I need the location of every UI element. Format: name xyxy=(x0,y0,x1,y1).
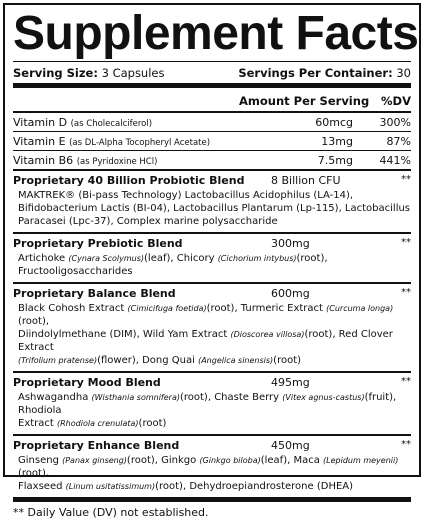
nutrient-row xyxy=(13,132,411,150)
serving-size-label: Serving Size: xyxy=(13,66,98,80)
dv-header: %DV xyxy=(381,94,411,108)
blend-name: Proprietary Balance Blend xyxy=(13,287,176,300)
blend-ingredients xyxy=(13,252,411,278)
ingredient-text: (leaf), Maca xyxy=(260,455,324,466)
ingredient-text: (root), xyxy=(18,468,50,479)
ingredient-text: Ashwagandha xyxy=(18,392,92,403)
ingredient-text: (root), Turmeric Extract xyxy=(206,303,327,314)
ingredient-line xyxy=(18,328,411,354)
ingredient-line xyxy=(18,302,411,328)
nutrient-amount: 13mg xyxy=(321,135,353,148)
nutrient-source: (as Cholecalciferol) xyxy=(70,119,153,129)
latin-name: (Angelica sinensis) xyxy=(198,356,274,365)
latin-name: (Trifolium pratense) xyxy=(18,356,98,365)
blend-name: Proprietary Enhance Blend xyxy=(13,439,180,452)
panel-title: Supplement Facts xyxy=(13,7,419,60)
ingredient-text: (root) xyxy=(138,418,167,429)
ingredient-text: (root), Dehydroepiandrosterone (DHEA) xyxy=(155,481,354,492)
latin-name: (Cichorium intybus) xyxy=(217,254,297,263)
nutrient-name: Vitamin D xyxy=(13,116,68,129)
blend-dv: ** xyxy=(401,287,411,298)
blend-ingredients xyxy=(13,454,411,493)
latin-name: (Linum usitatissimum) xyxy=(65,482,156,491)
nutrient-source: (as Pyridoxine HCl) xyxy=(76,157,158,167)
latin-name: (Dioscorea villosa) xyxy=(230,330,305,339)
latin-name: (Vitex agnus-castus) xyxy=(282,393,365,402)
latin-name: (Lepidum meyenii) xyxy=(323,456,399,465)
ingredient-text: Diindolylmethane (DIM), Wild Yam Extract xyxy=(18,329,231,340)
ingredient-line: Bifidobacterium Lactis (BI-04), Lactobacillus Plantarum (Lp-115), Lactobacillus xyxy=(18,203,411,214)
ingredient-text: Flaxseed xyxy=(18,481,66,492)
blend-amount: 600mg xyxy=(271,287,310,300)
blend-mood xyxy=(13,373,411,434)
blend-probiotic xyxy=(13,171,411,232)
ingredient-text: (root), Chaste Berry xyxy=(179,392,283,403)
ingredient-text: (root), Fructooligosaccharides xyxy=(18,253,328,277)
ingredient-text: (root), xyxy=(18,316,50,327)
nutrient-row xyxy=(13,151,411,169)
footnote: ** Daily Value (DV) not established. xyxy=(13,506,209,519)
blend-dv: ** xyxy=(401,439,411,450)
column-header xyxy=(13,88,411,111)
ingredient-text: Artichoke xyxy=(18,253,69,264)
nutrient-source: (as DL-Alpha Tocopheryl Acetate) xyxy=(69,138,211,148)
ingredient-text: (leaf), Chicory xyxy=(144,253,218,264)
ingredient-line xyxy=(18,454,411,480)
nutrient-amount: 7.5mg xyxy=(317,154,353,167)
ingredient-line: MAKTREK® (Bi-pass Technology) Lactobacillus Acidophilus (LA-14), xyxy=(18,190,354,201)
amount-per-serving-header: Amount Per Serving xyxy=(239,94,370,108)
nutrient-dv: 300% xyxy=(379,116,411,129)
nutrient-dv: 87% xyxy=(386,135,411,148)
serving-info xyxy=(13,62,411,83)
latin-name: (Cimicifuga foetida) xyxy=(127,304,207,313)
ingredient-text: (fruit), Rhodiola xyxy=(18,392,397,416)
latin-name: (Ginkgo biloba) xyxy=(199,456,261,465)
blend-enhance xyxy=(13,436,411,497)
ingredient-line xyxy=(18,391,411,417)
blend-prebiotic xyxy=(13,234,411,282)
blend-amount: 450mg xyxy=(271,439,310,452)
latin-name: (Wisthania somnifera) xyxy=(91,393,180,402)
ingredient-text: (root) xyxy=(273,355,302,366)
blend-name: Proprietary Mood Blend xyxy=(13,376,161,389)
ingredient-line xyxy=(18,354,411,367)
blend-dv: ** xyxy=(401,376,411,387)
supplement-facts-panel xyxy=(3,3,421,519)
blend-ingredients xyxy=(13,391,411,430)
ingredient-line xyxy=(18,417,411,430)
ingredient-text: Extract xyxy=(18,418,57,429)
nutrient-amount: 60mcg xyxy=(315,116,353,129)
blend-amount: 495mg xyxy=(271,376,310,389)
servings-per-container-value: 30 xyxy=(396,66,411,80)
ingredient-text: Ginseng xyxy=(18,455,63,466)
ingredient-line: Paracasei (Lpc-37), Complex marine polysaccharide xyxy=(18,216,278,227)
blend-name: Proprietary Prebiotic Blend xyxy=(13,237,183,250)
ingredient-text: (root), Red Clover Extract xyxy=(18,329,393,353)
servings-per-container-label: Servings Per Container: xyxy=(238,66,393,80)
ingredient-text: (root), Ginkgo xyxy=(126,455,200,466)
blend-balance xyxy=(13,284,411,371)
blend-name: Proprietary 40 Billion Probiotic Blend xyxy=(13,174,245,187)
nutrient-row xyxy=(13,113,411,131)
serving-size-value: 3 Capsules xyxy=(101,66,165,80)
blend-amount: 300mg xyxy=(271,237,310,250)
latin-name: (Cynara Scolymus) xyxy=(68,254,145,263)
nutrient-dv: 441% xyxy=(379,154,411,167)
ingredient-text: (flower), Dong Quai xyxy=(97,355,199,366)
latin-name: (Curcuma longa) xyxy=(326,304,394,313)
nutrient-name: Vitamin E xyxy=(13,135,66,148)
blend-ingredients xyxy=(13,189,411,228)
latin-name: (Rhodiola crenulata) xyxy=(57,419,139,428)
latin-name: (Panax ginseng) xyxy=(62,456,127,465)
blend-dv: ** xyxy=(401,237,411,248)
ingredient-text: Black Cohosh Extract xyxy=(18,303,128,314)
nutrient-name: Vitamin B6 xyxy=(13,154,74,167)
blend-dv: ** xyxy=(401,174,411,185)
blend-amount: 8 Billion CFU xyxy=(271,174,341,187)
blend-ingredients xyxy=(13,302,411,367)
